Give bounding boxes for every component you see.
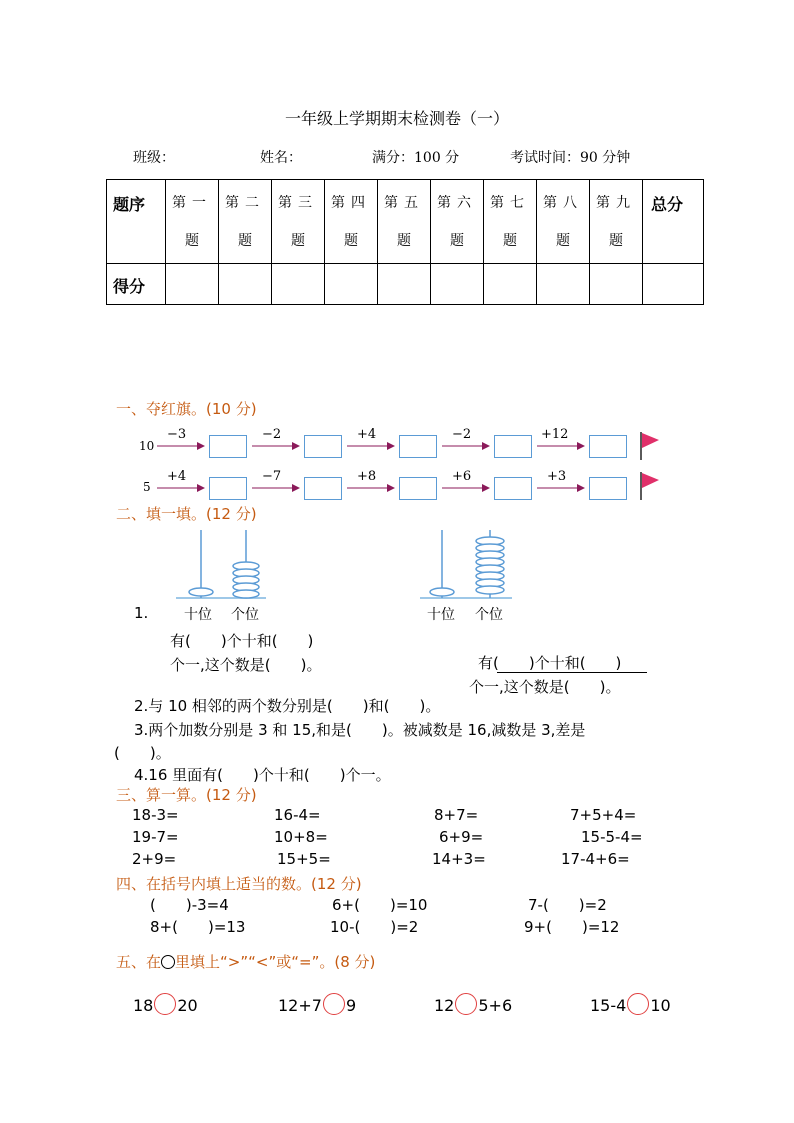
calc-item: 2+9= (132, 850, 177, 868)
calc-item: 7+5+4= (570, 806, 637, 824)
compare-item: 15-4 10 (590, 993, 671, 1015)
abacus1-tens-label: 十位 (184, 607, 212, 623)
abacus2-ones-label: 个位 (475, 607, 503, 623)
fill-item: 8+( )=13 (150, 918, 246, 936)
row-label-score: 得分 (107, 264, 166, 305)
header-q6: 第六 题 (431, 180, 484, 264)
section3-title: 三、算一算。(12 分) (116, 786, 257, 804)
calc-item: 8+7= (434, 806, 479, 824)
q2: 2.与 10 相邻的两个数分别是( )和( )。 (134, 697, 441, 715)
full-score: 满分：100 分 (372, 150, 460, 166)
q1b-line1: 有( )个十和( ) (478, 654, 622, 672)
calc-item: 15-5-4= (581, 828, 643, 846)
circle-icon (161, 955, 175, 969)
section1-title: 一、夺红旗。(10 分) (116, 400, 257, 418)
q4: 4.16 里面有( )个十和( )个一。 (134, 766, 391, 784)
row2-op: +8 (357, 469, 377, 484)
q1b-line2: 个一,这个数是( )。 (469, 678, 621, 696)
calc-item: 6+9= (439, 828, 484, 846)
exam-time: 考试时间：90 分钟 (510, 150, 631, 166)
header-q5: 第五 题 (378, 180, 431, 264)
row2-op: +6 (452, 469, 472, 484)
section4-title: 四、在括号内填上适当的数。(12 分) (116, 875, 362, 893)
compare-circle[interactable] (323, 993, 345, 1015)
fill-item: 7-( )=2 (528, 896, 607, 914)
row-label-sequence: 题序 (107, 180, 166, 264)
row1-op: −3 (167, 427, 187, 442)
abacus-icon (420, 530, 512, 598)
q3-line1: 3.两个加数分别是 3 和 15,和是( )。被减数是 16,减数是 3,差是 (134, 721, 586, 739)
row1-op: −2 (452, 427, 472, 442)
abacus1-ones-label: 个位 (231, 607, 259, 623)
row1-start: 10 (139, 439, 155, 453)
q1a-line1: 有( )个十和( ) (170, 632, 314, 650)
header-total: 总分 (643, 180, 704, 264)
name-label: 姓名： (260, 150, 302, 166)
compare-circle[interactable] (154, 993, 176, 1015)
header-q3: 第三 题 (272, 180, 325, 264)
compare-circle[interactable] (627, 993, 649, 1015)
class-label: 班级： (133, 150, 175, 166)
q3-line2: ( )。 (114, 744, 171, 762)
fill-item: ( )-3=4 (150, 896, 229, 914)
row2-op: +3 (547, 469, 567, 484)
compare-circle[interactable] (455, 993, 477, 1015)
q1-number: 1. (134, 604, 149, 622)
row2-op: +4 (167, 469, 187, 484)
header-q2: 第二 题 (219, 180, 272, 264)
header-q8: 第八 题 (537, 180, 590, 264)
calc-item: 16-4= (274, 806, 321, 824)
fill-item: 9+( )=12 (524, 918, 620, 936)
calc-item: 14+3= (432, 850, 486, 868)
compare-item: 12+7 9 (278, 993, 356, 1015)
fill-item: 6+( )=10 (332, 896, 428, 914)
header-q9: 第九 题 (590, 180, 643, 264)
fill-item: 10-( )=2 (330, 918, 419, 936)
row1-op: +4 (357, 427, 377, 442)
q1a-line2: 个一,这个数是( )。 (170, 656, 322, 674)
row2-op: −7 (262, 469, 282, 484)
section2-title: 二、填一填。(12 分) (116, 505, 257, 523)
underline-divider (497, 672, 647, 673)
calc-item: 15+5= (277, 850, 331, 868)
section5-title-suffix: 里填上“>”“<”或“=”。(8 分) (175, 953, 376, 971)
section5-title (116, 951, 375, 972)
calc-item: 17-4+6= (561, 850, 630, 868)
calc-item: 10+8= (274, 828, 328, 846)
compare-item: 18 20 (133, 993, 198, 1015)
compare-item: 12 5+6 (434, 993, 512, 1015)
row1-op: −2 (262, 427, 282, 442)
page-title: 一年级上学期期末检测卷（一） (284, 109, 509, 128)
abacus-icon (176, 530, 266, 598)
abacus2-tens-label: 十位 (427, 607, 455, 623)
row2-start: 5 (143, 480, 151, 494)
calc-item: 19-7= (132, 828, 179, 846)
calc-item: 18-3= (132, 806, 179, 824)
header-q7: 第七 题 (484, 180, 537, 264)
row1-op: +12 (541, 427, 569, 442)
section5-title-prefix: 五、在 (116, 953, 162, 971)
header-q4: 第四 题 (325, 180, 378, 264)
header-q1: 第一 题 (166, 180, 219, 264)
